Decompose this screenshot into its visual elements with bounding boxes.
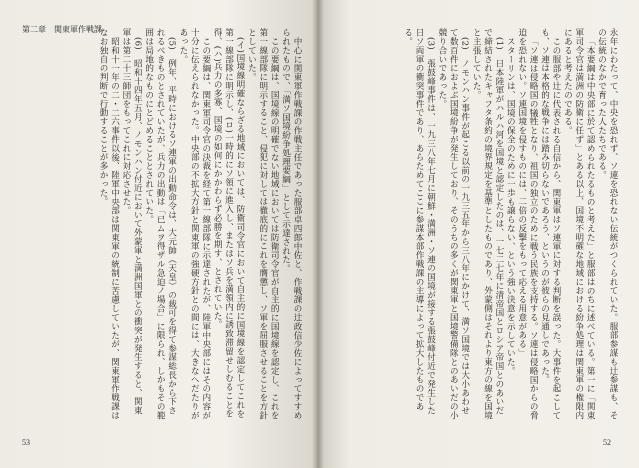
right-paragraph-8: (3) 張鼓峰事件は、一九三八年七月に朝鮮・満洲・ソ連の国境が接する張鼓峰付近で発生した日ソ両軍の衝突事件であり、あらためてここに参謀本部作戦課の主導によって拡大したものである。 — [402, 28, 436, 415]
left-paragraph-7: 昭和十一年の二・二六事件以後、陸軍中央部は関東軍の統制に苦慮していたが、関東軍作戦課はなお独自の判断で行動することが多かった。 — [98, 28, 120, 420]
right-paragraph-4: 「ソ連は侵略国の犠牲となり、祖国の独立のために戦う民族を支持する。ソ連は侵略国からの脅迫を恐れない。ソ連国境を侵すものには、二倍の反撃をもって応える用意がある」 — [516, 28, 539, 420]
right-paragraph-1: 永年にわたって、中央を恐れず、ソ連を恐れない伝統がつくられていた。服部参謀も辻参謀も、その伝統のなかで育った人たちである。 — [596, 28, 618, 420]
book-gutter — [312, 0, 324, 468]
left-paragraph-5: (5) 例年、平時におけるソ連軍の出動命令は、大元帥（天皇）の裁可を得て参謀総長から下されるべきものとされていたが、兵力の出動は「已ムヲ得ザル急迫ノ場合」に限られ、しかもその範囲は局地的なものにとどめることとされていた。 — [143, 28, 177, 420]
left-paragraph-3: (イ)国境線明確ならざる地域においては、防衛司令官において自主的に国境線を認定してこれを第一線部隊に明示し、(ロ)一時的にソ領に進入し、またはソ兵を満領内に誘致滞留せしむることを得、(ハ)兵力の多寡、国境の如何にかかわらず必勝を期す、とされていた。 — [212, 28, 245, 419]
right-paragraph-3: この服部や辻に代表される自信から、関東軍はソ連軍に対する判断を誤った。大事件を起こしても、ソ連は本格的な戦争には踏み切らないであろう、というのが彼らの見通しであった。 — [539, 28, 561, 420]
left-paragraph-2: この要綱は、国境線の明確でない地域においては防衛司令官が自主的に国境線を認定し、これを第一線部隊に明示すること、侵犯に対しては徹底的にこれを膺懲し、ソ軍を屈服させることを方針としていた。 — [246, 28, 280, 420]
right-page — [318, 0, 639, 468]
left-paragraph-1: 中心に関東軍作戦課の作戦主任であった服部卓四郎中佐と、作戦課の辻政信少佐によってすすめられたもので、「満ソ国境紛争処理要綱」として示達された。 — [280, 28, 302, 420]
right-page-body — [338, 28, 618, 420]
page-number-left: 53 — [22, 438, 30, 447]
right-paragraph-7: (2) ノモンハン事件が起こる以前の一九三五年から三八年にかけて、満ソ国境では大小あわせて数百件におよぶ国境紛争が発生しており、そのうちの多くが関東軍と国境警備隊とのあいだの小競り合いであった。 — [436, 28, 470, 420]
right-paragraph-2: 「本要綱は中央部に於て認められたるものと考えた」と服部はのちに述べている。第一に「関東軍司令官は満洲の防衛に任ず」とある以上、国境不明確な地域における紛争処理は関東軍の権限内にあると考えたのである。 — [562, 28, 596, 420]
right-paragraph-5: スターリンは、国境の保全のために一歩も譲らない、という強い決意を示していた。 — [505, 36, 516, 375]
right-paragraph-6: (1) 日本陸軍がハルハ河を国境と認定したのは、一七二七年に清帝国とロシア帝国とのあいだで締結されたキャフタ条約の境界規定を基準としたものであり、外蒙側はそれより東方の線を国境と主張していた。 — [471, 28, 504, 420]
left-paragraph-6: (6) 昭和十四年五月、ノモンハン付近において外蒙軍と満洲国軍との衝突が発生すると、関東軍は第二十三師団をもってこれに対応させた。 — [120, 28, 143, 415]
left-paragraph-4: この要綱は、関東軍司令官の決裁を経て第一線部隊に示達されたが、陸軍中央部にはその内容が十分に伝えられなかった。中央部の不拡大方針と関東軍の強硬方針との間には、大きなへだたりがあった。 — [177, 28, 211, 420]
left-page-body — [26, 28, 302, 420]
left-page — [0, 0, 318, 468]
running-head: 第二章 関東軍作戦課 — [22, 25, 102, 34]
page-number-right: 52 — [603, 438, 611, 447]
